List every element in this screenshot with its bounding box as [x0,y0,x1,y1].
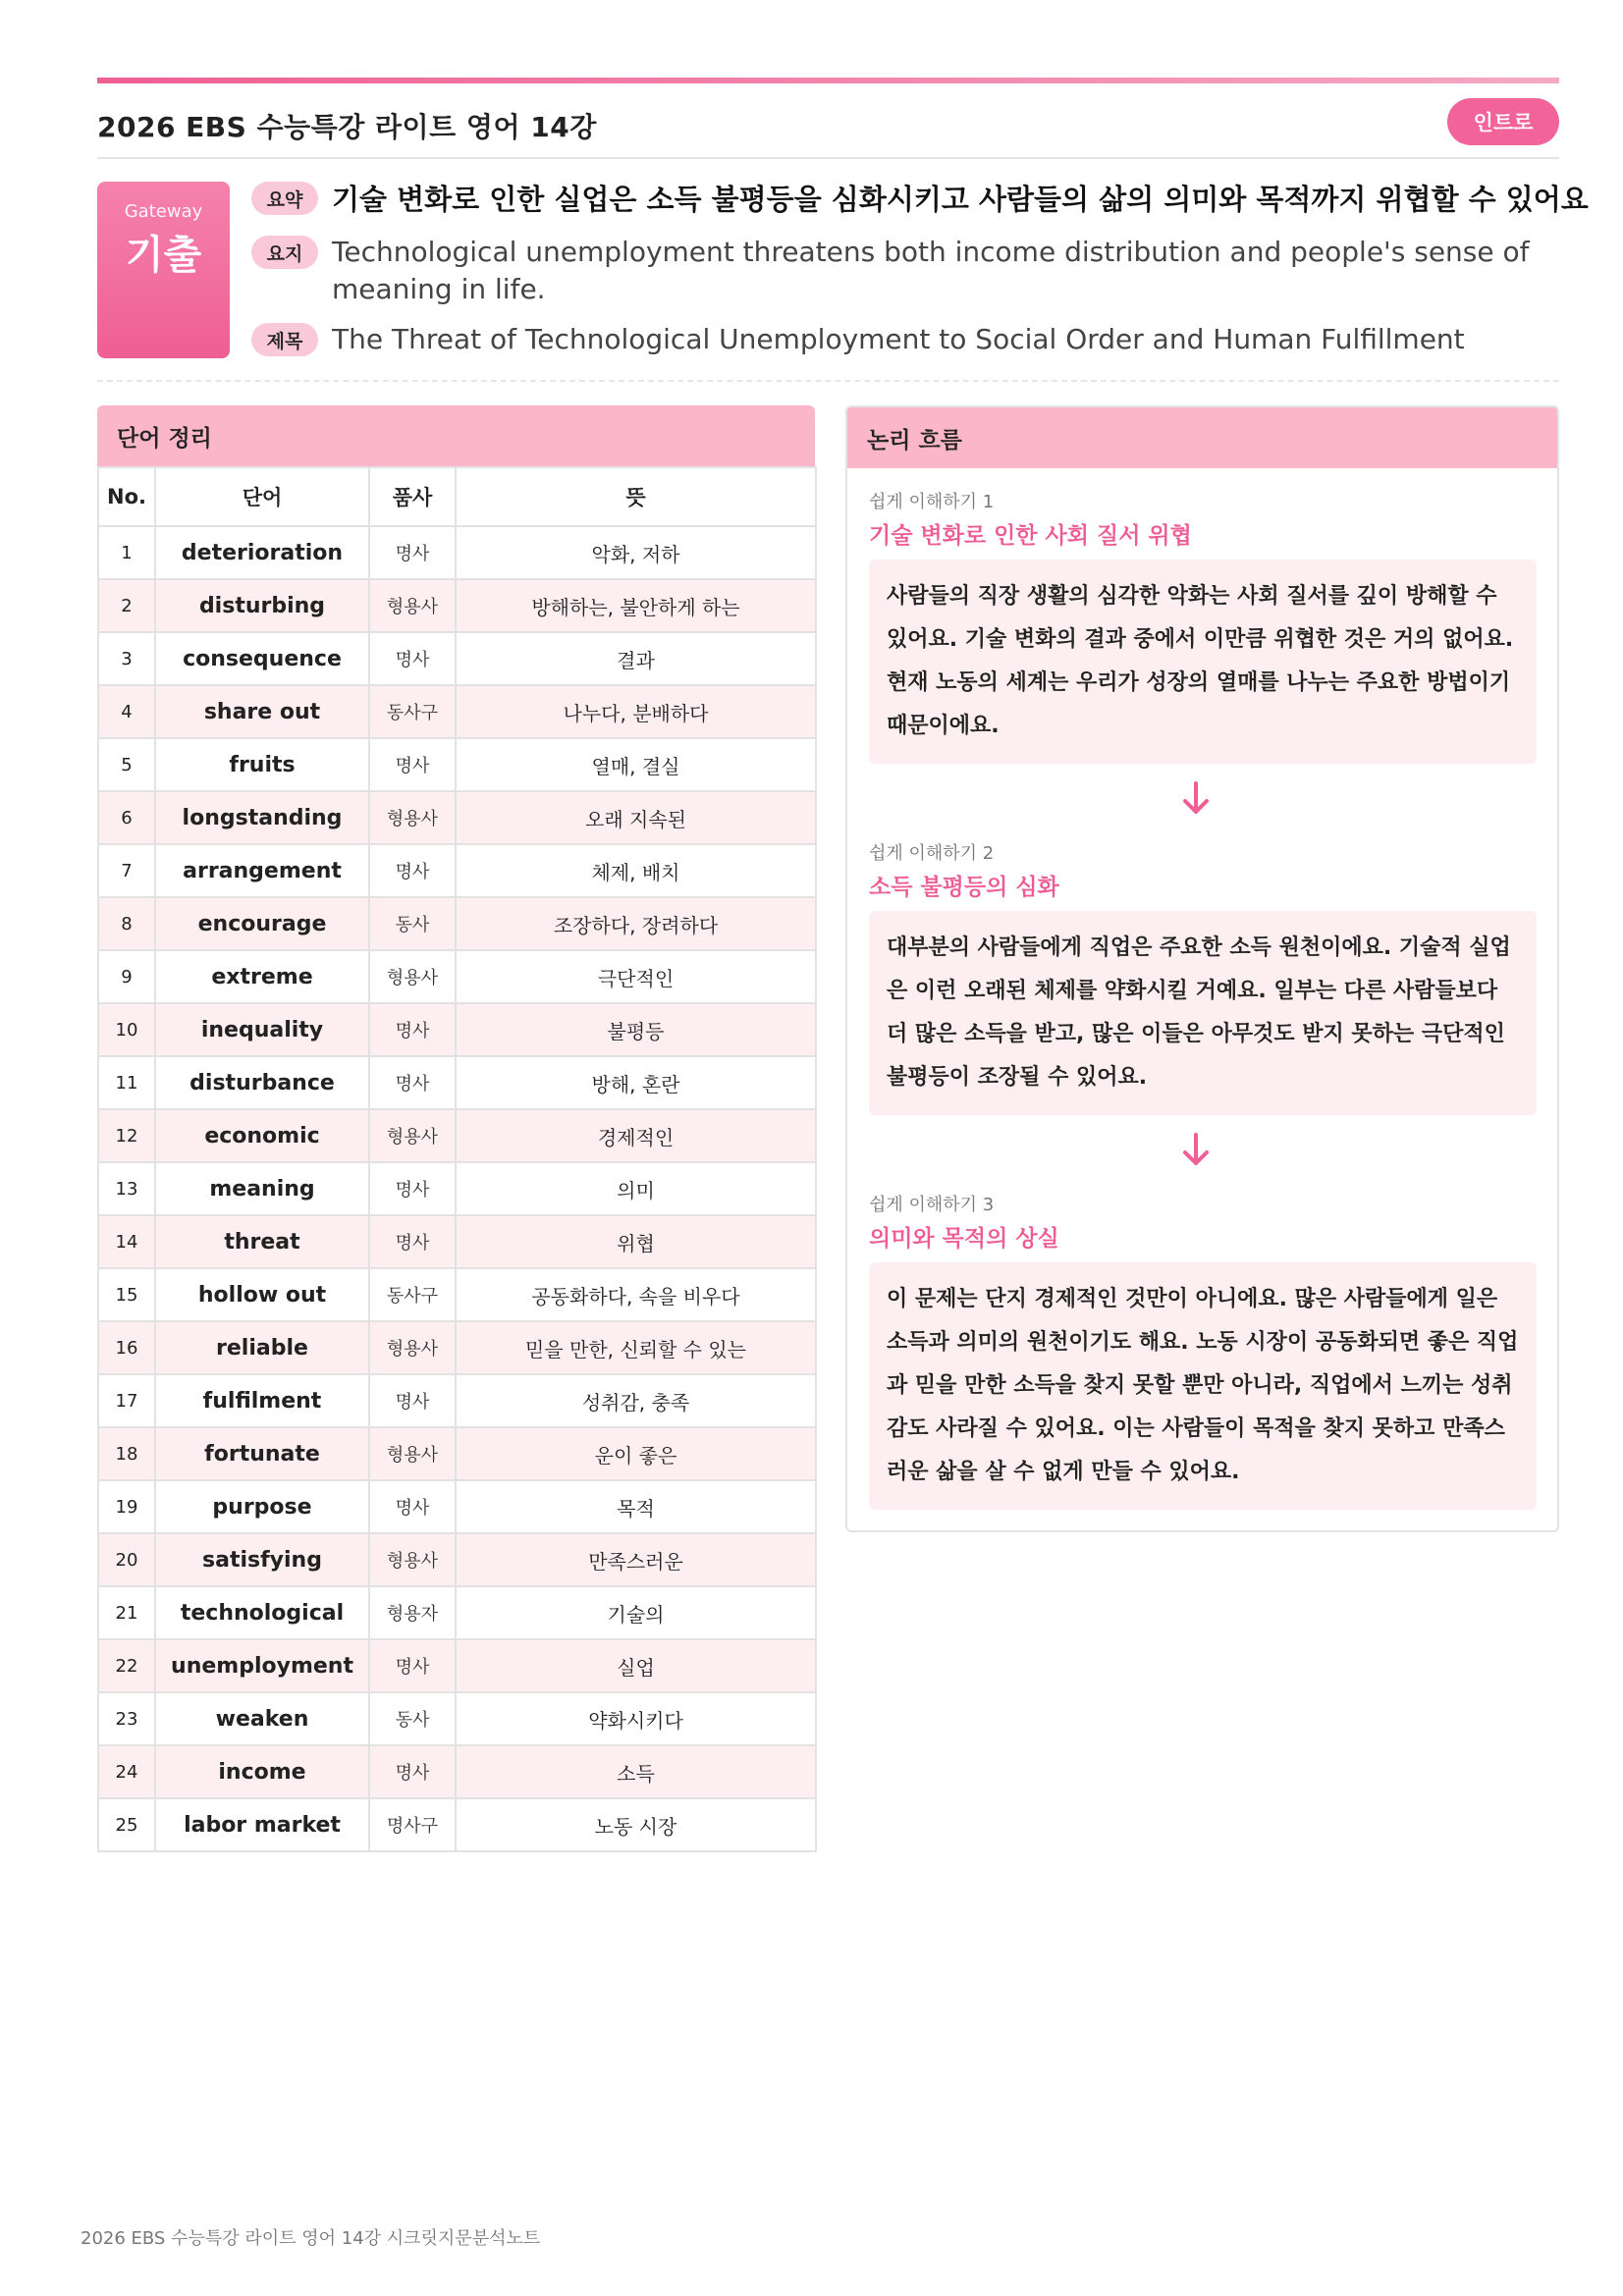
vocab-cell-pos: 형용사 [369,1427,456,1480]
vocab-cell-meaning: 약화시키다 [456,1692,816,1745]
vocab-cell-pos: 명사 [369,1003,456,1056]
vocab-cell-meaning: 오래 지속된 [456,791,816,844]
vocab-cell-pos: 명사 [369,1374,456,1427]
vocab-cell-no: 2 [98,579,155,632]
vocab-cell-word: threat [155,1215,369,1268]
vocab-cell-meaning: 방해하는, 불안하게 하는 [456,579,816,632]
vocab-table [97,466,817,1852]
vocab-cell-meaning: 만족스러운 [456,1533,816,1586]
col-header-pos: 품사 [369,467,456,526]
table-row [98,1480,816,1533]
vocab-cell-word: fulfilment [155,1374,369,1427]
vocab-cell-word: extreme [155,950,369,1003]
vocab-cell-pos: 형용사 [369,791,456,844]
page-title: 2026 EBS 수능특강 라이트 영어 14강 [97,111,597,143]
table-row [98,1374,816,1427]
vocab-cell-pos: 형용사 [369,1533,456,1586]
vocab-cell-pos: 명사 [369,1162,456,1215]
vocab-cell-no: 22 [98,1639,155,1692]
title-text: The Threat of Technological Unemployment to Social Order and Human Fulfillment [332,323,1465,355]
vocab-cell-pos: 명사 [369,844,456,897]
vocab-cell-meaning: 악화, 저하 [456,526,816,579]
step-2-box: 대부분의 사람들에게 직업은 주요한 소득 원천이에요. 기술적 실업은 이런 오래된 체제를 약화시킬 거예요. 일부는 다른 사람들보다 더 많은 소득을 받고, 많은 이들은 아무것도 받지 못하는 극단적인 불평등이 조장될 수 있어요. [869,911,1537,1115]
table-row [98,844,816,897]
vocab-cell-pos: 동사구 [369,685,456,738]
table-row [98,738,816,791]
vocab-header-row [98,467,816,526]
table-row [98,1162,816,1215]
vocab-cell-pos: 동사 [369,1692,456,1745]
vocab-cell-meaning: 믿을 만한, 신뢰할 수 있는 [456,1321,816,1374]
vocab-cell-word: fruits [155,738,369,791]
table-row [98,579,816,632]
step-3-title: 의미와 목적의 상실 [869,1226,1059,1252]
vocab-cell-word: hollow out [155,1268,369,1321]
vocab-cell-no: 16 [98,1321,155,1374]
page-footer: 2026 EBS 수능특강 라이트 영어 14강 시크릿지문분석노트 [81,2228,541,2249]
vocab-cell-word: technological [155,1586,369,1639]
vocab-cell-pos: 형용자 [369,1586,456,1639]
vocab-cell-word: satisfying [155,1533,369,1586]
vocab-cell-no: 15 [98,1268,155,1321]
vocab-cell-no: 3 [98,632,155,685]
table-row [98,1639,816,1692]
table-row [98,1533,816,1586]
vocab-cell-pos: 명사 [369,1480,456,1533]
col-header-meaning: 뜻 [456,467,816,526]
vocab-cell-word: disturbance [155,1056,369,1109]
vocab-cell-no: 5 [98,738,155,791]
table-row [98,1798,816,1851]
summary-row [251,182,1589,217]
vocab-cell-no: 12 [98,1109,155,1162]
vocab-cell-no: 4 [98,685,155,738]
vocab-cell-no: 10 [98,1003,155,1056]
vocab-heading: 단어 정리 [97,405,815,466]
vocab-cell-no: 23 [98,1692,155,1745]
vocab-cell-pos: 명사 [369,1056,456,1109]
vocab-cell-no: 13 [98,1162,155,1215]
title-row [251,321,1564,358]
vocab-cell-word: meaning [155,1162,369,1215]
vocab-cell-meaning: 열매, 결실 [456,738,816,791]
vocab-cell-no: 19 [98,1480,155,1533]
vocab-cell-meaning: 의미 [456,1162,816,1215]
table-row [98,526,816,579]
vocab-cell-pos: 명사구 [369,1798,456,1851]
vocab-cell-meaning: 성취감, 충족 [456,1374,816,1427]
vocab-cell-no: 11 [98,1056,155,1109]
step-1-title: 기술 변화로 인한 사회 질서 위협 [869,523,1192,549]
vocab-cell-meaning: 방해, 혼란 [456,1056,816,1109]
vocab-cell-pos: 형용사 [369,950,456,1003]
vocab-cell-word: encourage [155,897,369,950]
col-header-word: 단어 [155,467,369,526]
table-row [98,1321,816,1374]
step-1-sub: 쉽게 이해하기 1 [869,492,995,512]
vocab-cell-meaning: 실업 [456,1639,816,1692]
vocab-cell-meaning: 기술의 [456,1586,816,1639]
vocab-cell-no: 9 [98,950,155,1003]
vocab-cell-no: 1 [98,526,155,579]
vocab-cell-no: 6 [98,791,155,844]
table-row [98,1268,816,1321]
vocab-cell-meaning: 나누다, 분배하다 [456,685,816,738]
vocab-cell-pos: 명사 [369,1745,456,1798]
page-header [97,98,1559,159]
vocab-cell-meaning: 운이 좋은 [456,1427,816,1480]
table-row [98,632,816,685]
step-1-box: 사람들의 직장 생활의 심각한 악화는 사회 질서를 깊이 방해할 수 있어요. 기술 변화의 결과 중에서 이만큼 위협한 것은 거의 없어요. 현재 노동의 세계는 우리가 성장의 열매를 나누는 주요한 방법이기 때문이에요. [869,560,1537,764]
vocab-cell-no: 14 [98,1215,155,1268]
vocab-cell-no: 8 [98,897,155,950]
table-row [98,1427,816,1480]
arrow-down-icon [1181,1132,1211,1167]
table-row [98,1215,816,1268]
table-row [98,1745,816,1798]
vocab-cell-word: consequence [155,632,369,685]
vocab-cell-meaning: 경제적인 [456,1109,816,1162]
vocab-cell-word: economic [155,1109,369,1162]
vocab-cell-pos: 동사 [369,897,456,950]
step-2-title: 소득 불평등의 심화 [869,875,1059,900]
vocab-cell-no: 25 [98,1798,155,1851]
vocab-cell-word: disturbing [155,579,369,632]
vocab-cell-meaning: 조장하다, 장려하다 [456,897,816,950]
gist-text: Technological unemployment threatens both income distribution and people's sense of meaning in life. [332,236,1530,305]
vocab-cell-word: unemployment [155,1639,369,1692]
vocab-cell-meaning: 불평등 [456,1003,816,1056]
vocab-cell-pos: 동사구 [369,1268,456,1321]
vocab-cell-pos: 명사 [369,738,456,791]
summary-text: 기술 변화로 인한 실업은 소득 불평등을 심화시키고 사람들의 삶의 의미와 목적까지 위협할 수 있어요 [332,183,1589,216]
summary-pill: 요약 [251,182,318,215]
vocab-cell-pos: 명사 [369,526,456,579]
vocab-panel [97,405,815,1852]
table-row [98,897,816,950]
table-row [98,950,816,1003]
vocab-cell-word: fortunate [155,1427,369,1480]
table-row [98,791,816,844]
vocab-cell-word: arrangement [155,844,369,897]
step-3-box: 이 문제는 단지 경제적인 것만이 아니에요. 많은 사람들에게 일은 소득과 의미의 원천이기도 해요. 노동 시장이 공동화되면 좋은 직업과 믿을 만한 소득을 찾지 못할 뿐만 아니라, 직업에서 느끼는 성취감도 사라질 수 있어요. 이는 사람들이 목적을 찾지 못하고 만족스러운 삶을 살 수 없게 만들 수 있어요. [869,1262,1537,1510]
vocab-cell-pos: 형용사 [369,579,456,632]
vocab-cell-no: 18 [98,1427,155,1480]
vocab-cell-word: inequality [155,1003,369,1056]
table-row [98,685,816,738]
table-row [98,1586,816,1639]
gateway-sub-label: Gateway [124,201,203,222]
vocab-cell-word: income [155,1745,369,1798]
vocab-cell-word: labor market [155,1798,369,1851]
gist-pill: 요지 [251,236,318,269]
logic-heading: 논리 흐름 [847,407,1557,468]
logic-panel [845,405,1559,1532]
dashed-divider [97,380,1559,382]
vocab-cell-no: 7 [98,844,155,897]
vocab-cell-pos: 형용사 [369,1109,456,1162]
vocab-cell-no: 21 [98,1586,155,1639]
vocab-cell-meaning: 결과 [456,632,816,685]
vocab-cell-meaning: 소득 [456,1745,816,1798]
step-2-sub: 쉽게 이해하기 2 [869,843,995,864]
vocab-cell-meaning: 공동화하다, 속을 비우다 [456,1268,816,1321]
vocab-cell-pos: 명사 [369,1639,456,1692]
vocab-cell-word: longstanding [155,791,369,844]
vocab-cell-pos: 형용사 [369,1321,456,1374]
arrow-down-icon [1181,780,1211,816]
table-row [98,1692,816,1745]
vocab-cell-word: purpose [155,1480,369,1533]
vocab-cell-meaning: 위협 [456,1215,816,1268]
vocab-cell-no: 17 [98,1374,155,1427]
vocab-cell-meaning: 노동 시장 [456,1798,816,1851]
col-header-no: No. [98,467,155,526]
vocab-cell-meaning: 극단적인 [456,950,816,1003]
vocab-cell-word: weaken [155,1692,369,1745]
vocab-cell-no: 20 [98,1533,155,1586]
vocab-cell-meaning: 체제, 배치 [456,844,816,897]
vocab-cell-word: share out [155,685,369,738]
vocab-cell-pos: 명사 [369,632,456,685]
vocab-cell-word: reliable [155,1321,369,1374]
top-accent-bar [97,78,1559,83]
vocab-cell-meaning: 목적 [456,1480,816,1533]
step-3-sub: 쉽게 이해하기 3 [869,1195,995,1215]
gateway-main-label: 기출 [125,233,202,278]
title-pill: 제목 [251,323,318,356]
vocab-cell-word: deterioration [155,526,369,579]
gateway-badge [97,182,230,358]
table-row [98,1056,816,1109]
table-row [98,1003,816,1056]
vocab-cell-no: 24 [98,1745,155,1798]
table-row [98,1109,816,1162]
vocab-cell-pos: 명사 [369,1215,456,1268]
intro-button[interactable]: 인트로 [1447,98,1559,145]
gist-row [251,234,1564,308]
